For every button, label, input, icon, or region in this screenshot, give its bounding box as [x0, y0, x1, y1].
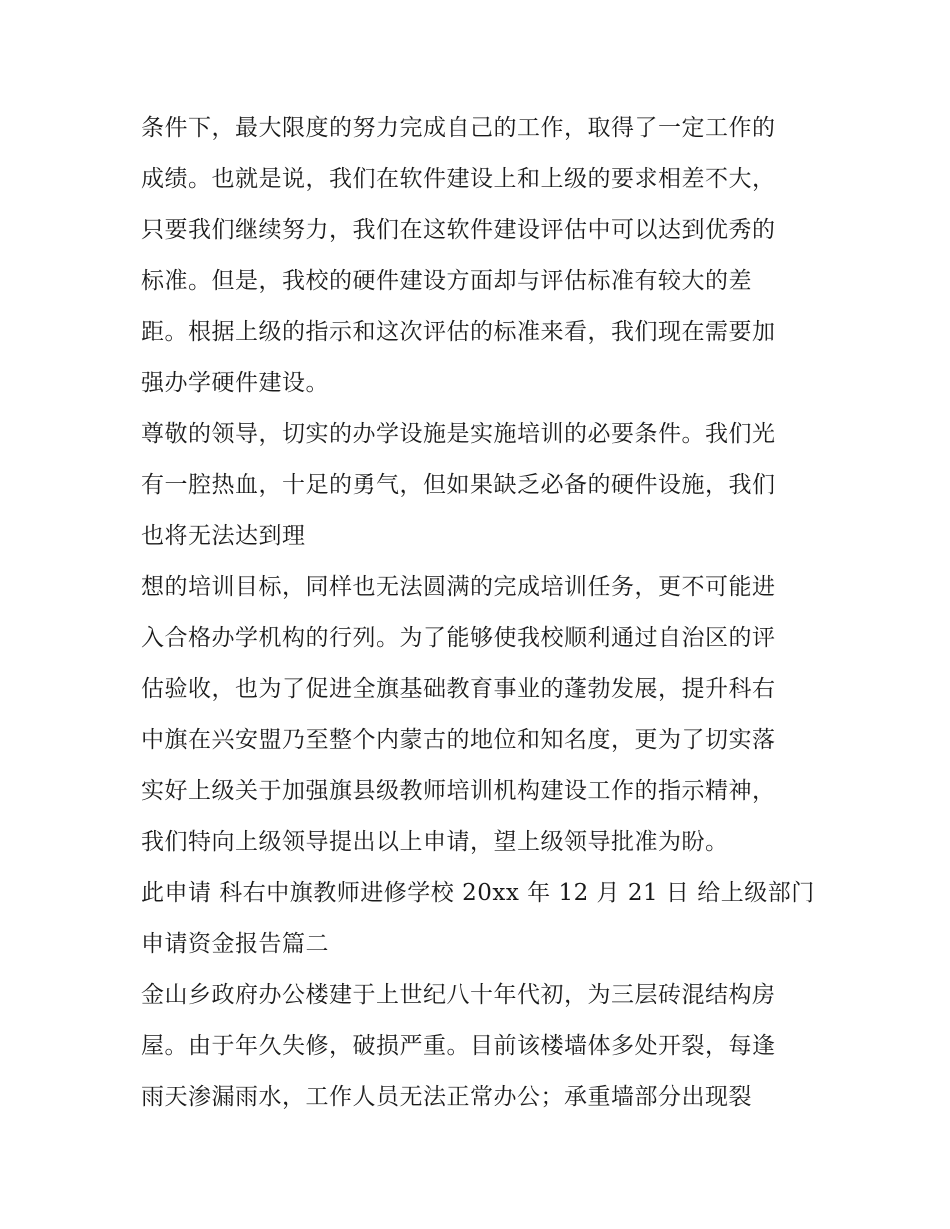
document-body [141, 103, 821, 1123]
text-line: 金山乡政府办公楼建于上世纪八十年代初，为三层砖混结构房 [141, 982, 776, 1008]
text-line: 想的培训目标，同样也无法圆满的完成培训任务，更不可能进 [141, 574, 776, 600]
text-line: 实好上级关于加强旗县级教师培训机构建设工作的指示精神， [141, 778, 776, 804]
text-line: 估验收，也为了促进全旗基础教育事业的蓬勃发展，提升科右 [141, 676, 776, 702]
text-line: 标准。但是，我校的硬件建设方面却与评估标准有较大的差 [141, 268, 752, 294]
text-line: 距。根据上级的指示和这次评估的标准来看，我们现在需要加 [141, 319, 776, 345]
text-line: 只要我们继续努力，我们在这软件建设评估中可以达到优秀的 [141, 217, 776, 243]
text-line: 雨天渗漏雨水，工作人员无法正常办公；承重墙部分出现裂 [141, 1084, 752, 1110]
text-line: 强办学硬件建设。 [141, 370, 329, 396]
text-line: 我们特向上级领导提出以上申请，望上级领导批准为盼。 [141, 829, 729, 855]
text-line: 尊敬的领导，切实的办学设施是实施培训的必要条件。我们光 [141, 421, 776, 447]
text-line: 也将无法达到理 [141, 523, 306, 549]
text-line: 屋。由于年久失修，破损严重。目前该楼墙体多处开裂，每逢 [141, 1033, 776, 1059]
text-line: 有一腔热血，十足的勇气，但如果缺乏必备的硬件设施，我们 [141, 472, 776, 498]
section-heading: 申请资金报告篇二 [141, 931, 329, 957]
text-line: 入合格办学机构的行列。为了能够使我校顺利通过自治区的评 [141, 625, 776, 651]
text-line: 此申请 科右中旗教师进修学校 20xx 年 12 月 21 日 给上级部门 [141, 880, 815, 906]
text-line: 中旗在兴安盟乃至整个内蒙古的地位和知名度，更为了切实落 [141, 727, 776, 753]
text-line: 成绩。也就是说，我们在软件建设上和上级的要求相差不大， [141, 166, 776, 192]
text-line: 条件下，最大限度的努力完成自己的工作，取得了一定工作的 [141, 115, 776, 141]
